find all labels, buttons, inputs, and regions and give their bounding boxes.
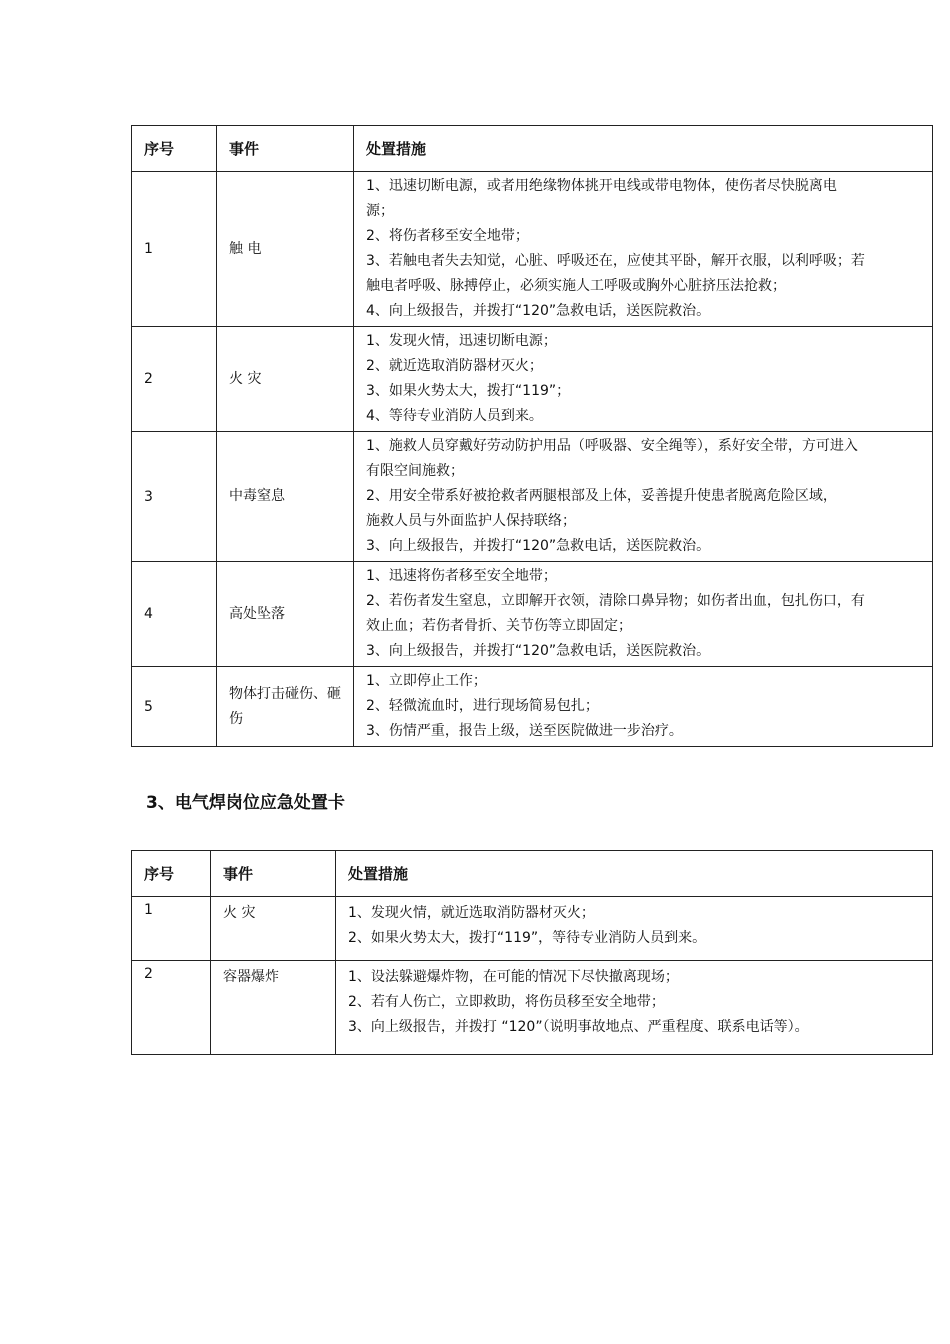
measure-line: 2、若伤者发生窒息，立即解开衣领，清除口鼻异物；如伤者出血，包扎伤口，有 — [366, 593, 865, 609]
measure-line: 1、迅速将伤者移至安全地带； — [366, 568, 557, 584]
table-row — [132, 562, 933, 667]
header-event: 事件 — [211, 851, 336, 897]
row-measures — [354, 562, 933, 667]
measure-line: 2、轻微流血时，进行现场简易包扎； — [366, 698, 599, 714]
row-event: 触 电 — [217, 172, 354, 327]
measure-line: 4、等待专业消防人员到来。 — [366, 408, 543, 424]
measure-line: 施救人员与外面监护人保持联络； — [366, 513, 576, 529]
row-measures — [354, 327, 933, 432]
table-header-row — [132, 851, 933, 897]
table-row — [132, 172, 933, 327]
measure-line: 4、向上级报告，并拨打“120”急救电话，送医院救治。 — [366, 303, 711, 319]
header-event: 事件 — [217, 126, 354, 172]
emergency-table-1 — [131, 125, 933, 747]
row-event: 物体打击碰伤、砸伤 — [217, 667, 354, 747]
row-measures — [336, 897, 933, 961]
row-number: 1 — [132, 897, 211, 961]
row-event: 火 灾 — [217, 327, 354, 432]
measure-line: 3、伤情严重，报告上级，送至医院做进一步治疗。 — [366, 723, 683, 739]
measure-line: 1、发现火情，迅速切断电源； — [366, 333, 557, 349]
emergency-table-2 — [131, 850, 933, 1055]
measure-line: 2、用安全带系好被抢救者两腿根部及上体，妥善提升使患者脱离危险区域， — [366, 488, 837, 504]
row-number: 1 — [132, 172, 217, 327]
table-row — [132, 961, 933, 1055]
measure-line: 2、如果火势太大，拨打“119”，等待专业消防人员到来。 — [348, 930, 707, 946]
row-measures — [336, 961, 933, 1055]
table-header-row — [132, 126, 933, 172]
measure-line: 1、立即停止工作； — [366, 673, 487, 689]
header-measures: 处置措施 — [354, 126, 933, 172]
measure-line: 效止血；若伤者骨折、关节伤等立即固定； — [366, 618, 632, 634]
row-measures — [354, 172, 933, 327]
row-event: 中毒窒息 — [217, 432, 354, 562]
measure-line: 1、发现火情，就近选取消防器材灭火； — [348, 905, 595, 921]
row-event: 高处坠落 — [217, 562, 354, 667]
measure-line: 源； — [366, 203, 394, 219]
measure-line: 3、如果火势太大，拨打“119”； — [366, 383, 571, 399]
measure-line: 3、若触电者失去知觉，心脏、呼吸还在，应使其平卧，解开衣服，以利呼吸；若 — [366, 253, 865, 269]
row-event: 火 灾 — [211, 897, 336, 961]
measure-line: 1、设法躲避爆炸物，在可能的情况下尽快撤离现场； — [348, 969, 679, 985]
measure-line: 1、施救人员穿戴好劳动防护用品（呼吸器、安全绳等），系好安全带，方可进入 — [366, 438, 858, 454]
measure-line: 3、向上级报告，并拨打 “120”（说明事故地点、严重程度、联系电话等）。 — [348, 1019, 809, 1035]
table-row — [132, 432, 933, 562]
header-no: 序号 — [132, 851, 211, 897]
table-row — [132, 667, 933, 747]
measure-line: 触电者呼吸、脉搏停止，必须实施人工呼吸或胸外心脏挤压法抢救； — [366, 278, 786, 294]
row-event: 容器爆炸 — [211, 961, 336, 1055]
measure-line: 2、将伤者移至安全地带； — [366, 228, 529, 244]
row-number: 3 — [132, 432, 217, 562]
table-row — [132, 327, 933, 432]
row-measures — [354, 432, 933, 562]
row-number: 2 — [132, 327, 217, 432]
table-row — [132, 897, 933, 961]
measure-line: 有限空间施救； — [366, 463, 464, 479]
measure-line: 2、若有人伤亡，立即救助，将伤员移至安全地带； — [348, 994, 665, 1010]
row-number: 4 — [132, 562, 217, 667]
header-measures: 处置措施 — [336, 851, 933, 897]
measure-line: 2、就近选取消防器材灭火； — [366, 358, 543, 374]
row-number: 2 — [132, 961, 211, 1055]
section-title: 3、电气焊岗位应急处置卡 — [146, 793, 345, 813]
header-no: 序号 — [132, 126, 217, 172]
row-measures — [354, 667, 933, 747]
measure-line: 1、迅速切断电源，或者用绝缘物体挑开电线或带电物体，使伤者尽快脱离电 — [366, 178, 837, 194]
row-number: 5 — [132, 667, 217, 747]
measure-line: 3、向上级报告，并拨打“120”急救电话，送医院救治。 — [366, 538, 711, 554]
measure-line: 3、向上级报告，并拨打“120”急救电话，送医院救治。 — [366, 643, 711, 659]
